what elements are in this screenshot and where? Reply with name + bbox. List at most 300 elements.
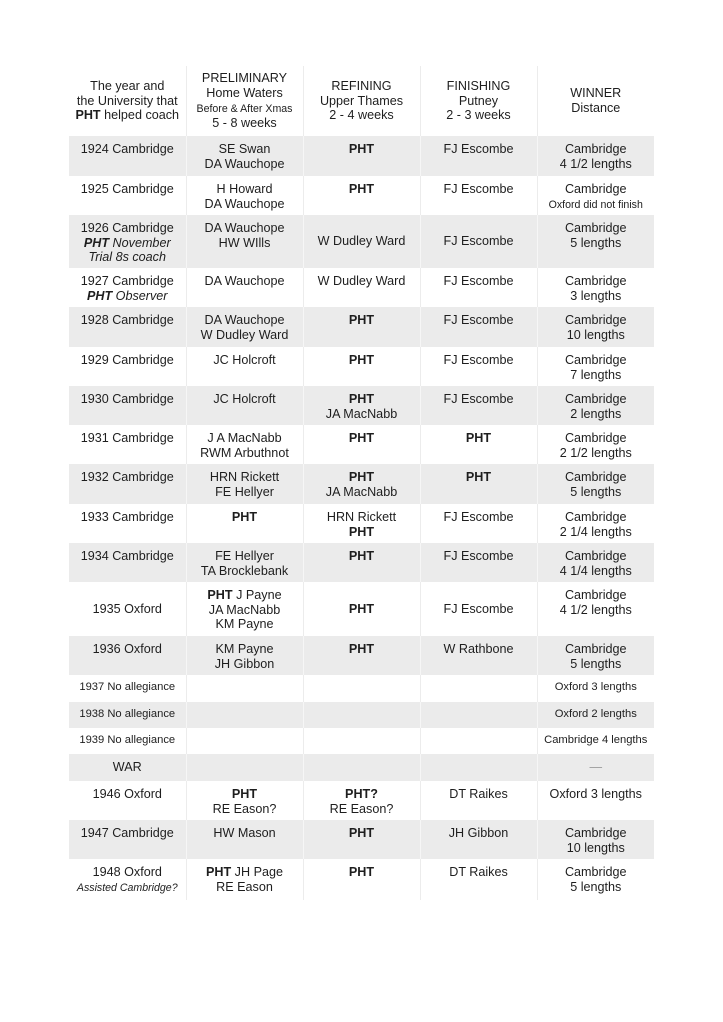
cell-line [187,485,303,500]
cell-preliminary [186,675,303,702]
bold-text: PHT [206,865,232,879]
cell-line [304,549,420,564]
cell-text: Cambridge [564,826,627,840]
header-finishing [420,66,537,136]
cell-text: DA Wauchope [204,274,285,288]
cell-text: 1936 Oxford [92,642,162,656]
cell-finishing [420,464,537,504]
cell-text: Oxford 3 lengths [549,787,642,801]
cell-text: W Dudley Ward [317,274,406,288]
cell-text: DA Wauchope [204,156,285,171]
cell-winner [537,820,654,859]
bold-text: PHT [207,588,233,602]
cell-finishing [420,820,537,859]
cell-winner [537,675,654,702]
cell-text: 2 - 3 weeks [446,108,511,123]
cell-text: JA MacNabb [208,602,281,617]
cell-text: FJ Escombe [443,549,514,563]
bold-text: PHT [348,392,375,406]
cell-refining [303,347,420,386]
cell-text: 2 - 4 weeks [329,108,394,123]
cell-text: 7 lengths [570,367,622,382]
cell-line [69,392,186,407]
cell-finishing [420,268,537,307]
cell-line [538,470,655,485]
cell-finishing [420,781,537,820]
cell-line [69,142,186,157]
cell-line [421,142,537,157]
cell-finishing [420,582,537,636]
cell-text: RE Eason? [212,801,277,816]
cell-refining [303,386,420,425]
cell-line [304,642,420,657]
cell-preliminary [186,859,303,900]
table-row [69,504,654,543]
cell-line [304,525,420,540]
cell-text: 1925 Cambridge [80,182,174,196]
cell-preliminary [186,702,303,728]
cell-preliminary [186,754,303,781]
cell-winner [537,268,654,307]
cell-line [304,602,420,617]
table-row [69,347,654,386]
bold-text: PHT [348,642,375,656]
cell-text: 1927 Cambridge [80,274,174,288]
cell-line [538,760,655,775]
cell-text: Cambridge [564,182,627,196]
cell-line [187,603,303,618]
cell-line [187,470,303,485]
cell-text: FJ Escombe [443,601,514,616]
bold-text: PHT [348,865,375,879]
cell-line [538,313,655,328]
cell-line [538,142,655,157]
cell-year-university [69,754,186,781]
cell-line [304,802,420,817]
cell-line [421,826,537,841]
cell-text: FE Hellyer [215,484,274,499]
cell-text: FE Hellyer [215,549,274,563]
bold-text: PHT [87,288,113,303]
cell-line [538,407,655,422]
table-row [69,781,654,820]
cell-text: 1946 Oxford [92,787,162,801]
cell-text: 1924 Cambridge [80,142,174,156]
cell-text: Cambridge 4 lengths [544,734,648,746]
cell-line [304,94,420,109]
cell-line [69,108,186,123]
cell-text: Upper Thames [319,93,404,108]
cell-finishing [420,307,537,347]
cell-line [538,101,655,116]
cell-line [187,657,303,672]
cell-line [69,680,186,695]
cell-preliminary [186,307,303,347]
bold-text: PHT [348,826,375,840]
cell-line [187,236,303,251]
cell-winner [537,307,654,347]
cell-text: J A MacNabb [207,431,282,445]
cell-finishing [420,425,537,464]
table-row [69,136,654,176]
bold-text: PHT [83,235,110,250]
cell-line [69,510,186,525]
cell-line [304,392,420,407]
cell-refining [303,268,420,307]
header-row [69,66,654,136]
cell-text: Cambridge [564,510,627,524]
cell-text: 1933 Cambridge [80,510,174,524]
cell-line [187,865,303,880]
cell-text: J Payne [232,588,282,602]
bold-text: PHT [348,470,375,484]
cell-text: KM Payne [215,642,274,656]
cell-refining [303,754,420,781]
cell-line [304,787,420,802]
cell-line [187,142,303,157]
cell-refining [303,781,420,820]
cell-line [304,826,420,841]
cell-year-university [69,504,186,543]
cell-line [538,197,655,213]
bold-text: PHT [348,353,375,367]
cell-preliminary [186,504,303,543]
cell-preliminary [186,215,303,268]
cell-text: 1931 Cambridge [80,431,174,445]
cell-text: W Rathbone [443,642,514,656]
cell-year-university [69,425,186,464]
cell-line [187,880,303,895]
cell-refining [303,307,420,347]
cell-text: 1930 Cambridge [80,392,174,406]
cell-year-university [69,728,186,754]
cell-line [538,564,655,579]
cell-finishing [420,504,537,543]
cell-line [187,157,303,172]
cell-line [69,79,186,94]
cell-text: 4 1/2 lengths [559,156,632,171]
cell-line [538,603,655,618]
cell-text: 4 1/2 lengths [559,602,632,617]
cell-line [187,86,303,101]
cell-line [187,182,303,197]
cell-refining [303,820,420,859]
bold-text: PHT [75,108,101,123]
cell-line [304,274,420,289]
cell-text: 1935 Oxford [92,601,162,616]
cell-text: Cambridge [564,313,627,327]
cell-line [421,470,537,485]
bold-text: PHT [348,601,375,616]
cell-line [69,707,186,722]
cell-text: November [109,235,171,250]
cell-line [538,880,655,895]
header-refining [303,66,420,136]
cell-text: Cambridge [564,549,627,563]
cell-line [421,94,537,109]
cell-finishing [420,754,537,781]
cell-winner [537,215,654,268]
cell-text: FJ Escombe [443,274,514,288]
cell-year-university [69,268,186,307]
cell-text: HW Mason [213,826,276,840]
cell-text: WINNER [570,86,622,101]
cell-line [538,368,655,383]
cell-year-university [69,582,186,636]
cell-text: 1938 No allegiance [79,708,176,720]
cell-text: FJ Escombe [443,510,514,524]
cell-refining [303,582,420,636]
cell-text: 1928 Cambridge [80,313,174,327]
cell-line [421,274,537,289]
bold-text: PHT [348,313,375,327]
cell-year-university [69,464,186,504]
cell-line [538,431,655,446]
cell-line [187,446,303,461]
cell-refining [303,504,420,543]
header-preliminary [186,66,303,136]
cell-finishing [420,215,537,268]
cell-line [304,353,420,368]
cell-text: JH Page [231,865,283,879]
cell-text: 2 1/2 lengths [559,445,632,460]
cell-line [69,289,186,304]
cell-line [538,86,655,101]
cell-text: Cambridge [564,142,627,156]
cell-line [538,446,655,461]
cell-text: PRELIMINARY [201,71,288,86]
table-row [69,425,654,464]
cell-winner [537,859,654,900]
cell-line [69,221,186,236]
cell-preliminary [186,347,303,386]
cell-line [304,510,420,525]
cell-text: 4 1/4 lengths [559,563,632,578]
cell-line [421,313,537,328]
cell-winner [537,425,654,464]
cell-finishing [420,176,537,215]
cell-winner [537,582,654,636]
cell-preliminary [186,728,303,754]
cell-line [69,642,186,657]
cell-text: 1932 Cambridge [80,470,174,484]
cell-line [69,549,186,564]
bold-text: PHT [348,142,375,156]
cell-line [538,328,655,343]
cell-text: FJ Escombe [443,353,514,367]
cell-preliminary [186,543,303,582]
cell-line [69,431,186,446]
cell-text: DA Wauchope [204,221,285,235]
cell-line [421,353,537,368]
cell-finishing [420,728,537,754]
cell-winner [537,728,654,754]
cell-text: 1926 Cambridge [80,221,174,235]
cell-line [538,680,655,695]
cell-text: Cambridge [564,221,627,235]
cell-line [187,564,303,579]
cell-year-university [69,702,186,728]
cell-line [187,221,303,236]
cell-line [187,510,303,525]
table-row [69,820,654,859]
cell-refining [303,215,420,268]
cell-text: REFINING [331,79,392,94]
cell-preliminary [186,136,303,176]
table-row [69,543,654,582]
cell-text: Cambridge [564,431,627,445]
cell-refining [303,636,420,675]
cell-text: H Howard [216,182,273,196]
cell-finishing [420,702,537,728]
table-row [69,728,654,754]
table-header [69,66,654,136]
cell-text: W Dudley Ward [200,327,289,342]
cell-refining [303,136,420,176]
cell-line [304,79,420,94]
cell-line [187,353,303,368]
cell-line [304,234,420,249]
cell-preliminary [186,425,303,464]
cell-text: 2 1/4 lengths [559,524,632,539]
cell-text: JC Holcroft [213,353,276,367]
cell-text: DA Wauchope [204,313,285,327]
bold-text: PHT [231,510,258,524]
cell-line [538,392,655,407]
table-row [69,859,654,900]
cell-text: FINISHING [446,79,511,94]
bold-text: PHT [465,431,492,445]
cell-preliminary [186,820,303,859]
cell-year-university [69,347,186,386]
cell-line [421,549,537,564]
table-row [69,176,654,215]
cell-refining [303,702,420,728]
cell-text: RE Eason [216,879,273,894]
cell-text: WAR [112,760,142,774]
cell-line [69,602,186,617]
cell-text: DA Wauchope [204,196,285,211]
cell-line [187,71,303,86]
cell-line [187,787,303,802]
cell-line [304,108,420,123]
cell-text: 5 lengths [570,656,622,671]
cell-line [187,802,303,817]
cell-year-university [69,176,186,215]
cell-year-university [69,820,186,859]
cell-line [538,236,655,251]
cell-text: 5 lengths [570,879,622,894]
cell-line [538,787,655,802]
cell-finishing [420,347,537,386]
cell-text: 5 - 8 weeks [212,116,277,131]
cell-text: Putney [458,93,499,108]
bold-text: PHT [465,470,492,484]
cell-year-university [69,307,186,347]
cell-line [538,221,655,236]
cell-line [187,101,303,117]
cell-line [187,431,303,446]
cell-text: DT Raikes [449,787,508,801]
cell-winner [537,464,654,504]
cell-refining [303,543,420,582]
cell-line [304,470,420,485]
cell-text: KM Payne [215,617,274,632]
cell-text: Cambridge [564,274,627,288]
cell-refining [303,675,420,702]
cell-winner [537,754,654,781]
cell-refining [303,176,420,215]
cell-line [538,274,655,289]
cell-finishing [420,386,537,425]
cell-text: Cambridge [564,588,627,602]
cell-text: 1939 No allegiance [79,734,176,746]
cell-text: Oxford 3 lengths [554,681,637,693]
cell-line [538,733,655,748]
cell-winner [537,136,654,176]
cell-text: HRN Rickett [209,470,280,484]
cell-line [538,865,655,880]
cell-text: — [589,760,603,774]
cell-line [187,617,303,632]
cell-line [421,108,537,123]
cell-preliminary [186,268,303,307]
cell-text: Cambridge [564,642,627,656]
cell-line [538,707,655,722]
cell-line [187,328,303,343]
cell-line [304,142,420,157]
bold-text: PHT [348,549,375,563]
cell-finishing [420,543,537,582]
cell-line [187,274,303,289]
cell-line [69,236,186,251]
cell-line [304,182,420,197]
cell-line [421,79,537,94]
cell-text: 2 lengths [570,406,622,421]
cell-text: SE Swan [218,142,271,156]
cell-text: 5 lengths [570,484,622,499]
cell-text: HRN Rickett [326,510,397,524]
cell-line [538,485,655,500]
cell-line [187,313,303,328]
cell-line [538,353,655,368]
cell-text: FJ Escombe [443,182,514,196]
cell-line [187,392,303,407]
table-row [69,636,654,675]
cell-refining [303,728,420,754]
cell-line [69,787,186,802]
cell-text: RWM Arbuthnot [200,445,289,460]
cell-line [538,289,655,304]
cell-text: FJ Escombe [443,313,514,327]
cell-text: W Dudley Ward [317,234,406,249]
bold-text: PHT [348,524,375,539]
cell-line [421,182,537,197]
cell-line [538,157,655,172]
cell-line [304,485,420,500]
cell-refining [303,859,420,900]
cell-line [69,274,186,289]
cell-line [538,588,655,603]
table-row [69,215,654,268]
cell-line [421,787,537,802]
cell-line [69,353,186,368]
cell-text: TA Brocklebank [200,563,289,578]
cell-text: Trial 8s coach [88,250,166,265]
cell-line [69,313,186,328]
cell-text: 3 lengths [570,288,622,303]
cell-text: JH Gibbon [214,656,275,671]
